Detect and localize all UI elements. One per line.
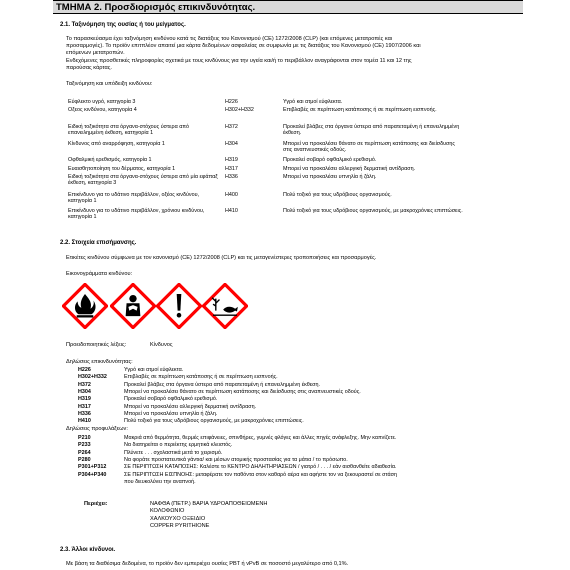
- classification-class: Οξεος κινδύνου, κατηγορία 4: [68, 107, 137, 113]
- precautionary-statement: [78, 472, 528, 479]
- precaution-text: Πλύνετε . . . σχολαστικά μετά το χειρισμό.: [124, 449, 223, 456]
- signal-word: Κίνδυνος: [150, 342, 173, 348]
- precaution-text: Να διατηρείται ο περιέκτης ερμητικά κλειστός.: [124, 442, 233, 449]
- hazard-text: Πολύ τοξικό για τους υδρόβιους οργανισμούς, με μακροχρόνιες επιπτώσεις.: [124, 418, 304, 425]
- hazard-statement: [78, 404, 498, 411]
- s21-para2-line2: παρούσας κάρτας.: [66, 65, 112, 71]
- classification-desc: Πολύ τοξικό για τους υδρόβιους οργανισμούς.: [283, 192, 392, 198]
- hazard-statement: [78, 396, 498, 403]
- signal-word-label: Προειδοποιητικές λέξεις:: [66, 342, 127, 348]
- s23-text: Με βάση τα διαθέσιμα δεδομένα, το προϊόν δεν εμπεριέχει ουσίες PBT ή vPvB σε ποσοστό μεγαλύτερο από 0,1%.: [66, 561, 349, 567]
- pictograms-label: Εικονογράμματα κινδύνου:: [66, 271, 133, 277]
- precaution-text: ΣΕ ΠΕΡΙΠΤΩΣΗ ΚΑΤΑΠΟΣΗΣ: Καλέστε το ΚΕΝΤΡΟ ΔΗΛΗΤΗΡΙΑΣΕΩΝ / γιατρό / . . . / εάν αισθανθείτε αδιαθεσία.: [124, 464, 397, 471]
- precaution-text: ΣΕ ΠΕΡΙΠΤΩΣΗ ΕΙΣΠΝΟΗΣ: μεταφέρατε τον παθόντα στον καθαρό αέρα και αφήστε τον να ξεκουραστεί σε στάση: [124, 471, 397, 478]
- classification-code: H304: [225, 141, 238, 147]
- hazard-text: Μπορεί να προκαλέσει αλλεργική δερματική αντίδραση.: [124, 403, 257, 410]
- hazard-code: H319: [78, 396, 91, 403]
- classification-desc: Μπορεί να προκαλέσει υπνηλία ή ζάλη.: [283, 174, 377, 180]
- hazard-statement: [78, 367, 498, 374]
- classification-desc: Μπορεί να προκαλέσει θάνατο σε περίπτωση κατάποσης και διείσδυσης στις αναπνευστικές οδούς.: [283, 141, 455, 154]
- precaution-code: P301+P312: [78, 464, 107, 471]
- classification-class: Κίνδυνος από αναρρόφηση, κατηγορία 1: [68, 141, 165, 147]
- hazard-statements-label: Δηλώσεις επικινδυνότητας:: [66, 359, 133, 365]
- s21-heading: 2.1. Ταξινόμηση της ουσίας ή του μείγματος.: [60, 22, 186, 28]
- hazard-statement: [78, 418, 498, 425]
- classification-class: Εύφλεκτο υγρό, κατηγορία 3: [68, 99, 136, 105]
- precautionary-statement: [78, 435, 528, 442]
- classification-code: H410: [225, 208, 238, 214]
- classification-code: H319: [225, 157, 238, 163]
- classification-code: H372: [225, 124, 238, 130]
- hazard-statement: [78, 389, 498, 396]
- hazard-statement: [78, 374, 498, 381]
- precautionary-statements-label: Δηλώσεις προφυλάξεων:: [66, 426, 128, 432]
- precaution-text: Να φοράτε προστατευτικά γάντια/ και μέσων ατομικής προστασίας για τα μάτια / το πρόσωπο.: [124, 456, 348, 463]
- hazard-code: H336: [78, 410, 91, 417]
- hazard-text: Υγρό και ατμοί εύφλεκτα.: [124, 367, 184, 373]
- classification-class: Οφθαλμική ερεθισμός, κατηγορία 1: [68, 157, 152, 163]
- classification-class: Επικίνδυνο για το υδάτινο περιβάλλον, χρόνιου κινδύνου, κατηγορία 1: [68, 208, 205, 221]
- contains-substance: COPPER PYRITHIONE: [150, 522, 210, 529]
- classification-caption: Ταξινόμηση και υπόδειξη κινδύνου:: [66, 81, 153, 87]
- s21-para1-line3: επόμενων μετατροπών.: [66, 50, 125, 56]
- hazard-code: H317: [78, 403, 91, 410]
- classification-code: H317: [225, 166, 238, 172]
- section-title: ΤΜΗΜΑ 2. Προσδιορισμός επικινδυνότητας.: [53, 0, 523, 14]
- s21-para1-line1: Το παρασκεύασμα έχει ταξινόμηση κινδύνου κατά τις διατάξεις του Κανονισμού (CE) 1272/2008 (CLP) (και επόμενες μετατροπές και: [66, 36, 393, 42]
- precaution-code: P233: [78, 442, 91, 449]
- hazard-code: H304: [78, 388, 91, 395]
- s22-intro: Ετικέτες κινδύνου σύμφωνα με τον κανονισμό (CE) 1272/2008 (CLP) και τις μεταγενέστερες τροποποιήσεις και προσαρμογές.: [66, 255, 377, 261]
- precautionary-statement: [78, 442, 528, 449]
- contains-substance: ΝΑΦΘΑ (ΠΕΤΡ.) ΒΑΡΙΑ ΥΔΡΟΑΠΟΘΕΙΩΜΕΝΗ: [150, 501, 268, 507]
- health-hazard-icon: [110, 283, 156, 329]
- classification-code: H302+H332: [225, 107, 254, 113]
- precaution-text: που διευκολύνει την αναπνοή.: [124, 478, 196, 485]
- precautionary-statement: [78, 464, 528, 471]
- precaution-code: P210: [78, 435, 91, 441]
- classification-desc: Πολύ τοξικό για τους υδρόβιους οργανισμούς, με μακροχρόνιες επιπτώσεις.: [283, 208, 463, 214]
- hazard-text: Μπορεί να προκαλέσει θάνατο σε περίπτωση κατάποσης και διείσδυσης στις αναπνευστικές οδούς.: [124, 388, 361, 395]
- contains-substance: ΚΟΛΟΦΩΝΙΟ: [150, 508, 185, 515]
- contains-label: Περιέχει:: [84, 501, 108, 507]
- hazard-text: Προκαλεί σοβαρό οφθαλμικό ερεθισμό.: [124, 396, 218, 403]
- classification-code: H400: [225, 192, 238, 198]
- precautionary-statement: [78, 479, 528, 486]
- classification-desc: Προκαλεί σοβαρό οφθαλμικό ερεθισμό.: [283, 157, 377, 163]
- flame-icon: [62, 283, 108, 329]
- precaution-text: Μακριά από θερμότητα, θερμές επιφάνειες, σπινθήρες, γυμνές φλόγες και άλλες πηγές ανάφλεξης. Μην καπνίζετε.: [124, 435, 397, 441]
- hazard-code: H410: [78, 418, 91, 425]
- s21-para1-line2: προσαρμογές). Το προϊόν επιτπλέον απαιτεί μια κάρτα δεδομένων ασφαλείας σε συμφωνία με τις διατάξεις του Κανονισμού (CE) 1907/2006 και: [66, 43, 421, 49]
- classification-code: H226: [225, 99, 238, 105]
- classification-code: H336: [225, 174, 238, 180]
- classification-desc: Επιβλαβές σε περίπτωση κατάποσης ή σε περίπτωση εισπνοής.: [283, 107, 437, 113]
- classification-desc: Προκαλεί βλάβες στα όργανα ύστερα από παρατεταμένη ή επανειλημμένη έκθεση.: [283, 124, 460, 137]
- hazard-text: Προκαλεί βλάβες στα όργανα ύστερα από παρατεταμένη ή επανειλημμένη έκθεση.: [124, 381, 320, 388]
- hazard-text: Επιβλαβές σε περίπτωση κατάποσης ή σε περίπτωση εισπνοής.: [124, 374, 278, 381]
- contains-substance: ΧΑΛΚΟΥΧΟ ΟΞΕΙΔΙΟ: [150, 515, 206, 522]
- hazard-text: Μπορεί να προκαλέσει υπνηλία ή ζάλη.: [124, 410, 218, 417]
- precautionary-statement: [78, 457, 528, 464]
- environment-icon: [202, 283, 248, 329]
- hazard-code: H226: [78, 367, 91, 373]
- hazard-code: H302+H332: [78, 374, 107, 381]
- classification-desc: Υγρό και ατμοί εύφλεκτα.: [283, 99, 343, 105]
- classification-desc: Μπορεί να προκαλέσει αλλεργική δερματική αντίδραση.: [283, 166, 416, 172]
- precaution-code: P304+P340: [78, 471, 107, 478]
- classification-class: Ευαισθητοποίηση του δέρματος, κατηγορία 1: [68, 166, 176, 172]
- classification-class: Ειδική τοξικότητα στα όργανα-στόχους ύστερα από επανειλημμένη έκθεση, κατηγορία 1: [68, 124, 190, 137]
- hazard-statement: [78, 411, 498, 418]
- exclamation-icon: [156, 283, 202, 329]
- precautionary-statement: [78, 450, 528, 457]
- precaution-code: P264: [78, 449, 91, 456]
- classification-class: Ειδική τοξικότητα στα όργανα-στόχους ύστερα από μία εφάπαξ έκθεση, κατηγορία 3: [68, 174, 218, 187]
- s21-para2-line1: Ενδεχόμενες προσθετικές πληροφορίες σχετικά με τους κινδύνους για την υγεία και/ή το περιβάλλον αναγράφονται στον τομέα 11 και 12 της: [66, 58, 412, 64]
- s23-heading: 2.3. Άλλοι κίνδυνοι.: [60, 547, 116, 553]
- hazard-statement: [78, 382, 498, 389]
- classification-class: Επικίνδυνο για το υδάτινο περιβάλλον, οξέος κινδύνου, κατηγορία 1: [68, 192, 200, 205]
- precaution-code: P280: [78, 456, 91, 463]
- hazard-code: H372: [78, 381, 91, 388]
- s22-heading: 2.2. Στοιχεία επισήμανσης.: [60, 240, 137, 246]
